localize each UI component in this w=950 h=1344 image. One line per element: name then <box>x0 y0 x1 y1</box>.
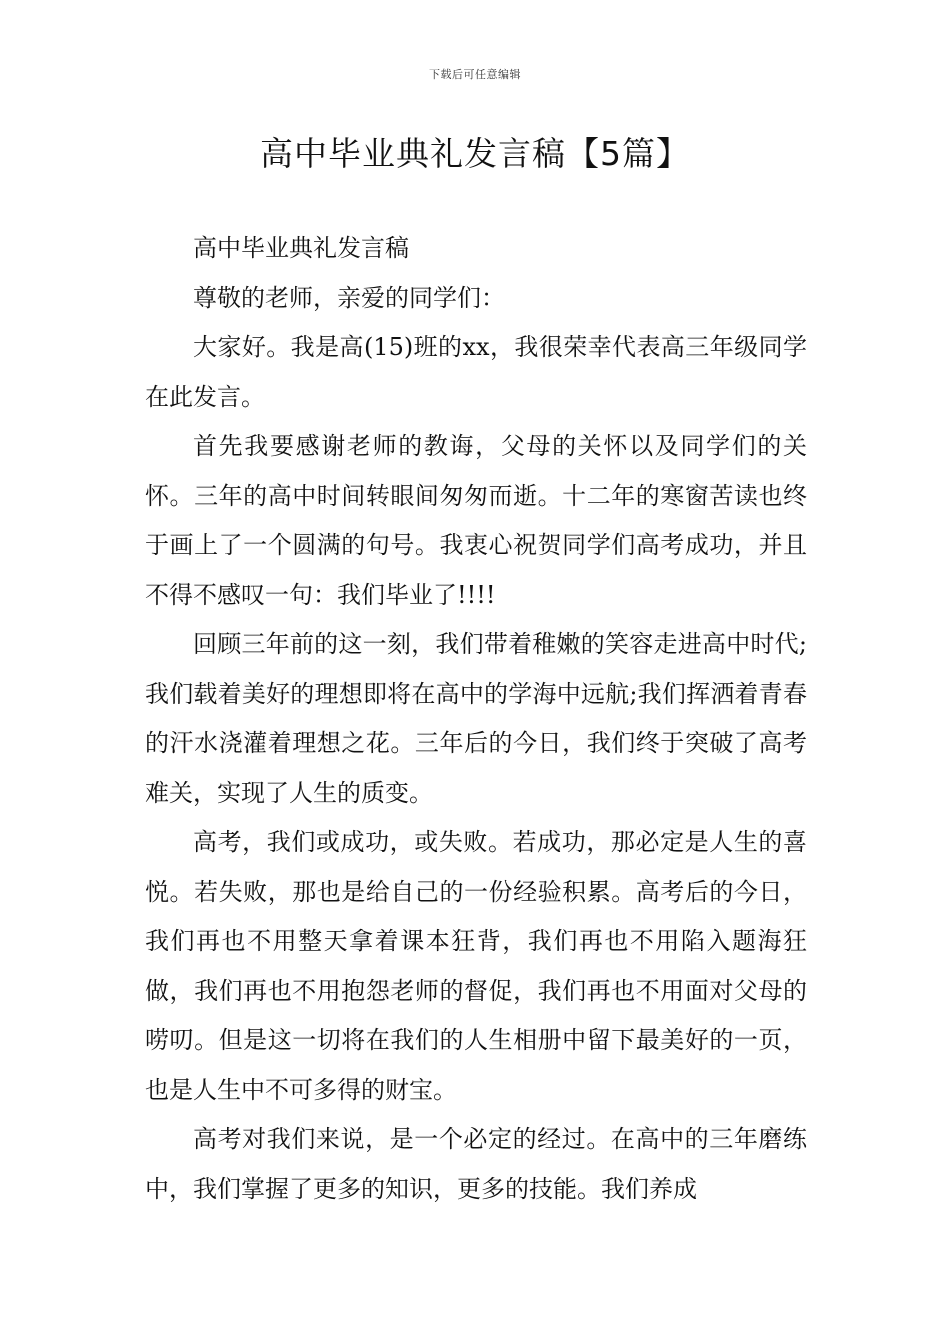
body-paragraph: 回顾三年前的这一刻，我们带着稚嫩的笑容走进高中时代;我们载着美好的理想即将在高中的学海中远航;我们挥洒着青春的汗水浇灌着理想之花。三年后的今日，我们终于突破了高考难关，实现了人生的质变。 <box>145 630 807 807</box>
body-paragraph: 首先我要感谢老师的教诲，父母的关怀以及同学们的关怀。三年的高中时间转眼间匆匆而逝。十二年的寒窗苦读也终于画上了一个圆满的句号。我衷心祝贺同学们高考成功，并且不得不感叹一句：我们毕业了!!!! <box>145 432 807 609</box>
body-paragraph: 大家好。我是高(15)班的xx，我很荣幸代表高三年级同学在此发言。 <box>145 333 807 411</box>
document-title: 高中毕业典礼发言稿【5篇】 <box>260 134 690 173</box>
header-note: 下载后可任意编辑 <box>429 68 521 81</box>
body-paragraph: 高考对我们来说，是一个必定的经过。在高中的三年磨练中，我们掌握了更多的知识，更多的技能。我们养成 <box>145 1125 807 1203</box>
salutation: 尊敬的老师，亲爱的同学们： <box>193 283 505 312</box>
document-body <box>145 224 807 1214</box>
body-paragraph: 高考，我们或成功，或失败。若成功，那必定是人生的喜悦。若失败，那也是给自己的一份经验积累。高考后的今日，我们再也不用整天拿着课本狂背，我们再也不用陷入题海狂做，我们再也不用抱怨老师的督促，我们再也不用面对父母的唠叨。但是这一切将在我们的人生相册中留下最美好的一页，也是人生中不可多得的财宝。 <box>145 828 807 1104</box>
section-heading: 高中毕业典礼发言稿 <box>193 234 409 262</box>
